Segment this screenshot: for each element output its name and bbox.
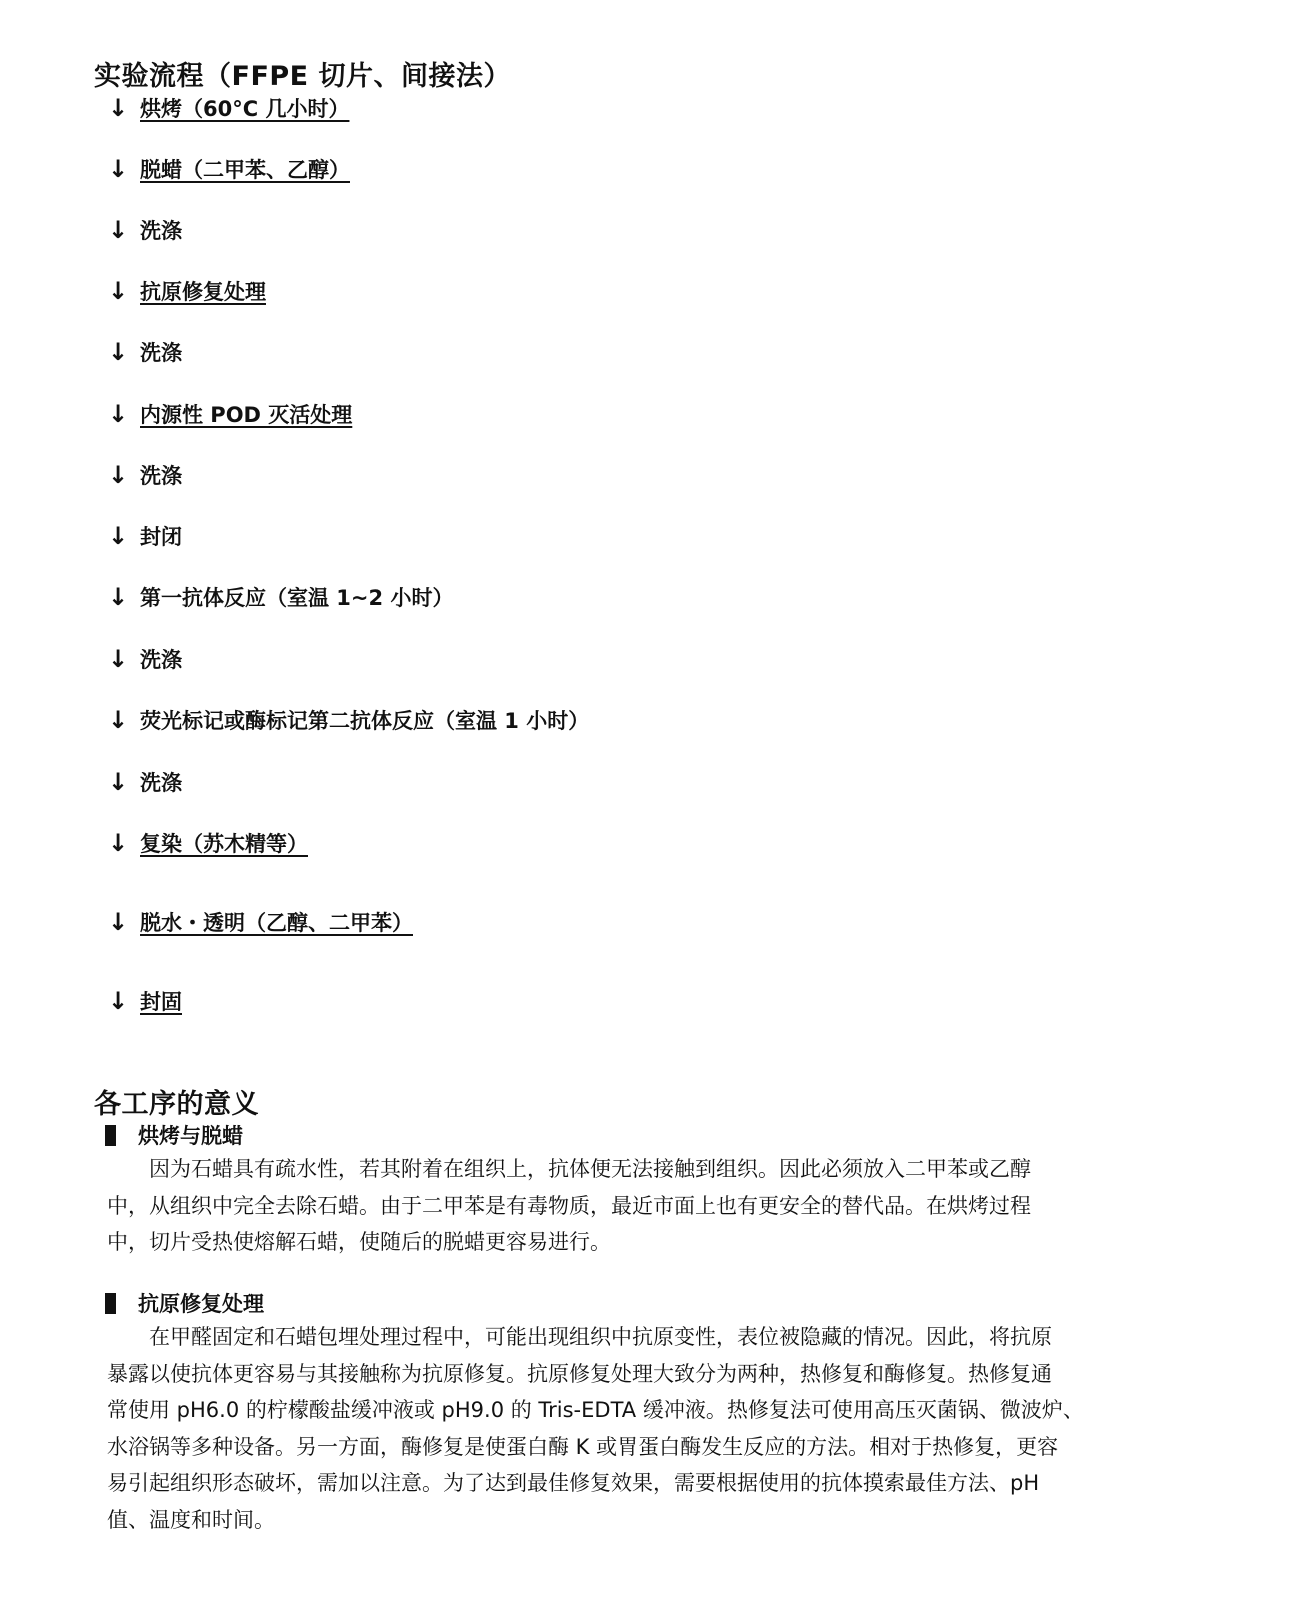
- flow-step-label: 复染（苏木精等）: [140, 832, 308, 856]
- section-heading-baking: [105, 1120, 243, 1150]
- paragraph-line: 在甲醛固定和石蜡包埋处理过程中，可能出现组织中抗原变性，表位被隐藏的情况。因此，将抗原: [107, 1325, 1052, 1349]
- down-arrow-icon: ↓: [108, 706, 129, 734]
- down-arrow-icon: ↓: [108, 768, 129, 796]
- section-paragraph-baking: [107, 1151, 1167, 1261]
- down-arrow-icon: ↓: [108, 908, 129, 936]
- flow-step: [108, 985, 182, 1017]
- flow-step-label: 脱水・透明（乙醇、二甲苯）: [140, 911, 413, 935]
- flow-step: [108, 275, 266, 307]
- flow-step: [108, 520, 182, 552]
- flow-step: [108, 336, 182, 368]
- flow-step: [108, 581, 453, 613]
- flow-step-label: 洗涤: [140, 771, 182, 795]
- flow-step: [108, 643, 182, 675]
- down-arrow-icon: ↓: [108, 338, 129, 366]
- down-arrow-icon: ↓: [108, 829, 129, 857]
- square-bullet-icon: [105, 1125, 116, 1146]
- down-arrow-icon: ↓: [108, 216, 129, 244]
- flow-step-label: 抗原修复处理: [140, 280, 266, 304]
- flow-step: [108, 827, 308, 859]
- down-arrow-icon: ↓: [108, 277, 129, 305]
- flow-step: [108, 766, 182, 798]
- down-arrow-icon: ↓: [108, 583, 129, 611]
- flow-step: [108, 214, 182, 246]
- flow-step: [108, 92, 349, 124]
- section-heading-label: 烘烤与脱蜡: [138, 1124, 243, 1148]
- paragraph-line: 值、温度和时间。: [107, 1507, 275, 1532]
- paragraph-line: 水浴锅等多种设备。另一方面，酶修复是使蛋白酶 K 或胃蛋白酶发生反应的方法。相对于热修复，更容: [107, 1434, 1059, 1459]
- paragraph-line: 易引起组织形态破坏，需加以注意。为了达到最佳修复效果，需要根据使用的抗体摸索最佳方法、pH: [107, 1471, 1040, 1495]
- paragraph-line: 常使用 pH6.0 的柠檬酸盐缓冲液或 pH9.0 的 Tris-EDTA 缓冲液。热修复法可使用高压灭菌锅、微波炉、: [107, 1398, 1084, 1422]
- flow-step: [108, 153, 350, 185]
- flow-step-label: 烘烤（60°C 几小时）: [140, 97, 350, 121]
- flow-step-label: 封闭: [140, 525, 182, 549]
- down-arrow-icon: ↓: [108, 645, 129, 673]
- down-arrow-icon: ↓: [108, 155, 129, 183]
- section-paragraph-antigen-retrieval: [107, 1319, 1167, 1538]
- down-arrow-icon: ↓: [108, 400, 129, 428]
- section-heading-antigen-retrieval: [105, 1288, 264, 1318]
- flow-step-label: 第一抗体反应（室温 1~2 小时）: [140, 586, 454, 610]
- meaning-title: 各工序的意义: [94, 1089, 259, 1120]
- paragraph-line: 因为石蜡具有疏水性，若其附着在组织上，抗体便无法接触到组织。因此必须放入二甲苯或乙醇: [107, 1157, 1031, 1181]
- section-heading-label: 抗原修复处理: [138, 1292, 264, 1316]
- down-arrow-icon: ↓: [108, 461, 129, 489]
- flow-step-label: 洗涤: [140, 219, 182, 243]
- down-arrow-icon: ↓: [108, 522, 129, 550]
- flow-title: 实验流程（FFPE 切片、间接法）: [94, 61, 512, 92]
- down-arrow-icon: ↓: [108, 987, 129, 1015]
- flow-step-label: 洗涤: [140, 341, 182, 365]
- flow-step-label: 洗涤: [140, 464, 182, 488]
- down-arrow-icon: ↓: [108, 94, 129, 122]
- paragraph-line: 中，从组织中完全去除石蜡。由于二甲苯是有毒物质，最近市面上也有更安全的替代品。在烘烤过程: [107, 1193, 1031, 1218]
- flow-step: [108, 906, 413, 938]
- flow-step-label: 脱蜡（二甲苯、乙醇）: [140, 158, 350, 182]
- flow-step-label: 荧光标记或酶标记第二抗体反应（室温 1 小时）: [140, 709, 590, 733]
- paragraph-line: 中，切片受热使熔解石蜡，使随后的脱蜡更容易进行。: [107, 1230, 611, 1254]
- paragraph-line: 暴露以使抗体更容易与其接触称为抗原修复。抗原修复处理大致分为两种，热修复和酶修复。热修复通: [107, 1361, 1052, 1386]
- flow-step-label: 内源性 POD 灭活处理: [140, 403, 353, 427]
- flow-step-label: 洗涤: [140, 648, 182, 672]
- flow-step-label: 封固: [140, 990, 182, 1014]
- flow-step: [108, 704, 589, 736]
- square-bullet-icon: [105, 1293, 116, 1314]
- flow-step: [108, 398, 352, 430]
- flow-step: [108, 459, 182, 491]
